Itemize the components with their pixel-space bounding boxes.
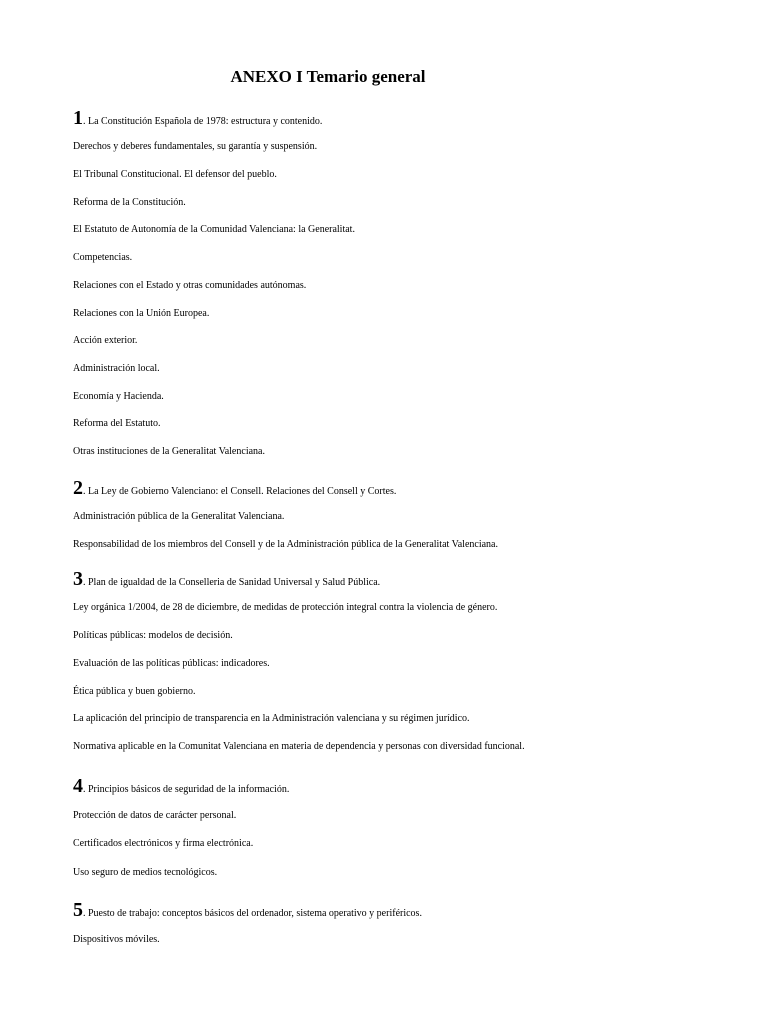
topic-line: Certificados electrónicos y firma electrónica. bbox=[73, 838, 254, 849]
topic-line: El Estatuto de Autonomía de la Comunidad Valenciana: la Generalitat. bbox=[73, 224, 355, 235]
section-number: 2 bbox=[73, 477, 83, 499]
section-number: 5 bbox=[73, 899, 83, 921]
topic-line: Administración pública de la Generalitat Valenciana. bbox=[73, 511, 285, 522]
section-number: 4 bbox=[73, 775, 83, 797]
topic-line: Responsabilidad de los miembros del Consell y de la Administración pública de la Generalitat Valenciana. bbox=[73, 539, 498, 550]
topic-line: La aplicación del principio de transparencia en la Administración valenciana y su régimen jurídico. bbox=[73, 713, 470, 724]
section-3-heading bbox=[73, 568, 381, 590]
section-heading-text: . La Constitución Española de 1978: estructura y contenido. bbox=[83, 116, 323, 127]
topic-line: Relaciones con la Unión Europea. bbox=[73, 308, 210, 319]
section-heading-text: . Plan de igualdad de la Conselleria de Sanidad Universal y Salud Pública. bbox=[83, 577, 381, 588]
topic-line: Uso seguro de medios tecnológicos. bbox=[73, 867, 218, 878]
topic-line: Normativa aplicable en la Comunitat Valenciana en materia de dependencia y personas con diversidad funcional. bbox=[73, 741, 525, 752]
section-4-heading bbox=[73, 775, 290, 797]
topic-line: Reforma de la Constitución. bbox=[73, 197, 186, 208]
topic-line: Competencias. bbox=[73, 252, 133, 263]
topic-line: Administración local. bbox=[73, 363, 160, 374]
topic-line: Políticas públicas: modelos de decisión. bbox=[73, 630, 233, 641]
topic-line: Acción exterior. bbox=[73, 335, 138, 346]
topic-line: Derechos y deberes fundamentales, su garantía y suspensión. bbox=[73, 141, 318, 152]
topic-line: Relaciones con el Estado y otras comunidades autónomas. bbox=[73, 280, 307, 291]
section-heading-text: . La Ley de Gobierno Valenciano: el Consell. Relaciones del Consell y Cortes. bbox=[83, 486, 397, 497]
topic-line: Economía y Hacienda. bbox=[73, 391, 164, 402]
section-number: 1 bbox=[73, 107, 83, 129]
section-heading-text: . Principios básicos de seguridad de la información. bbox=[83, 784, 290, 795]
topic-line: Protección de datos de carácter personal. bbox=[73, 810, 237, 821]
section-5-heading bbox=[73, 899, 422, 921]
section-1-heading bbox=[73, 107, 323, 129]
document-title: ANEXO I Temario general bbox=[230, 67, 426, 86]
topic-line: Dispositivos móviles. bbox=[73, 934, 160, 945]
section-number: 3 bbox=[73, 568, 83, 590]
topic-line: El Tribunal Constitucional. El defensor del pueblo. bbox=[73, 169, 277, 180]
topic-line: Reforma del Estatuto. bbox=[73, 418, 161, 429]
section-2-heading bbox=[73, 477, 397, 499]
topic-line: Evaluación de las políticas públicas: indicadores. bbox=[73, 658, 270, 669]
topic-line: Ley orgánica 1/2004, de 28 de diciembre, de medidas de protección integral contra la violencia de género. bbox=[73, 602, 498, 613]
topic-line: Ética pública y buen gobierno. bbox=[73, 686, 196, 697]
section-heading-text: . Puesto de trabajo: conceptos básicos del ordenador, sistema operativo y periféricos. bbox=[83, 908, 422, 919]
topic-line: Otras instituciones de la Generalitat Valenciana. bbox=[73, 446, 265, 457]
